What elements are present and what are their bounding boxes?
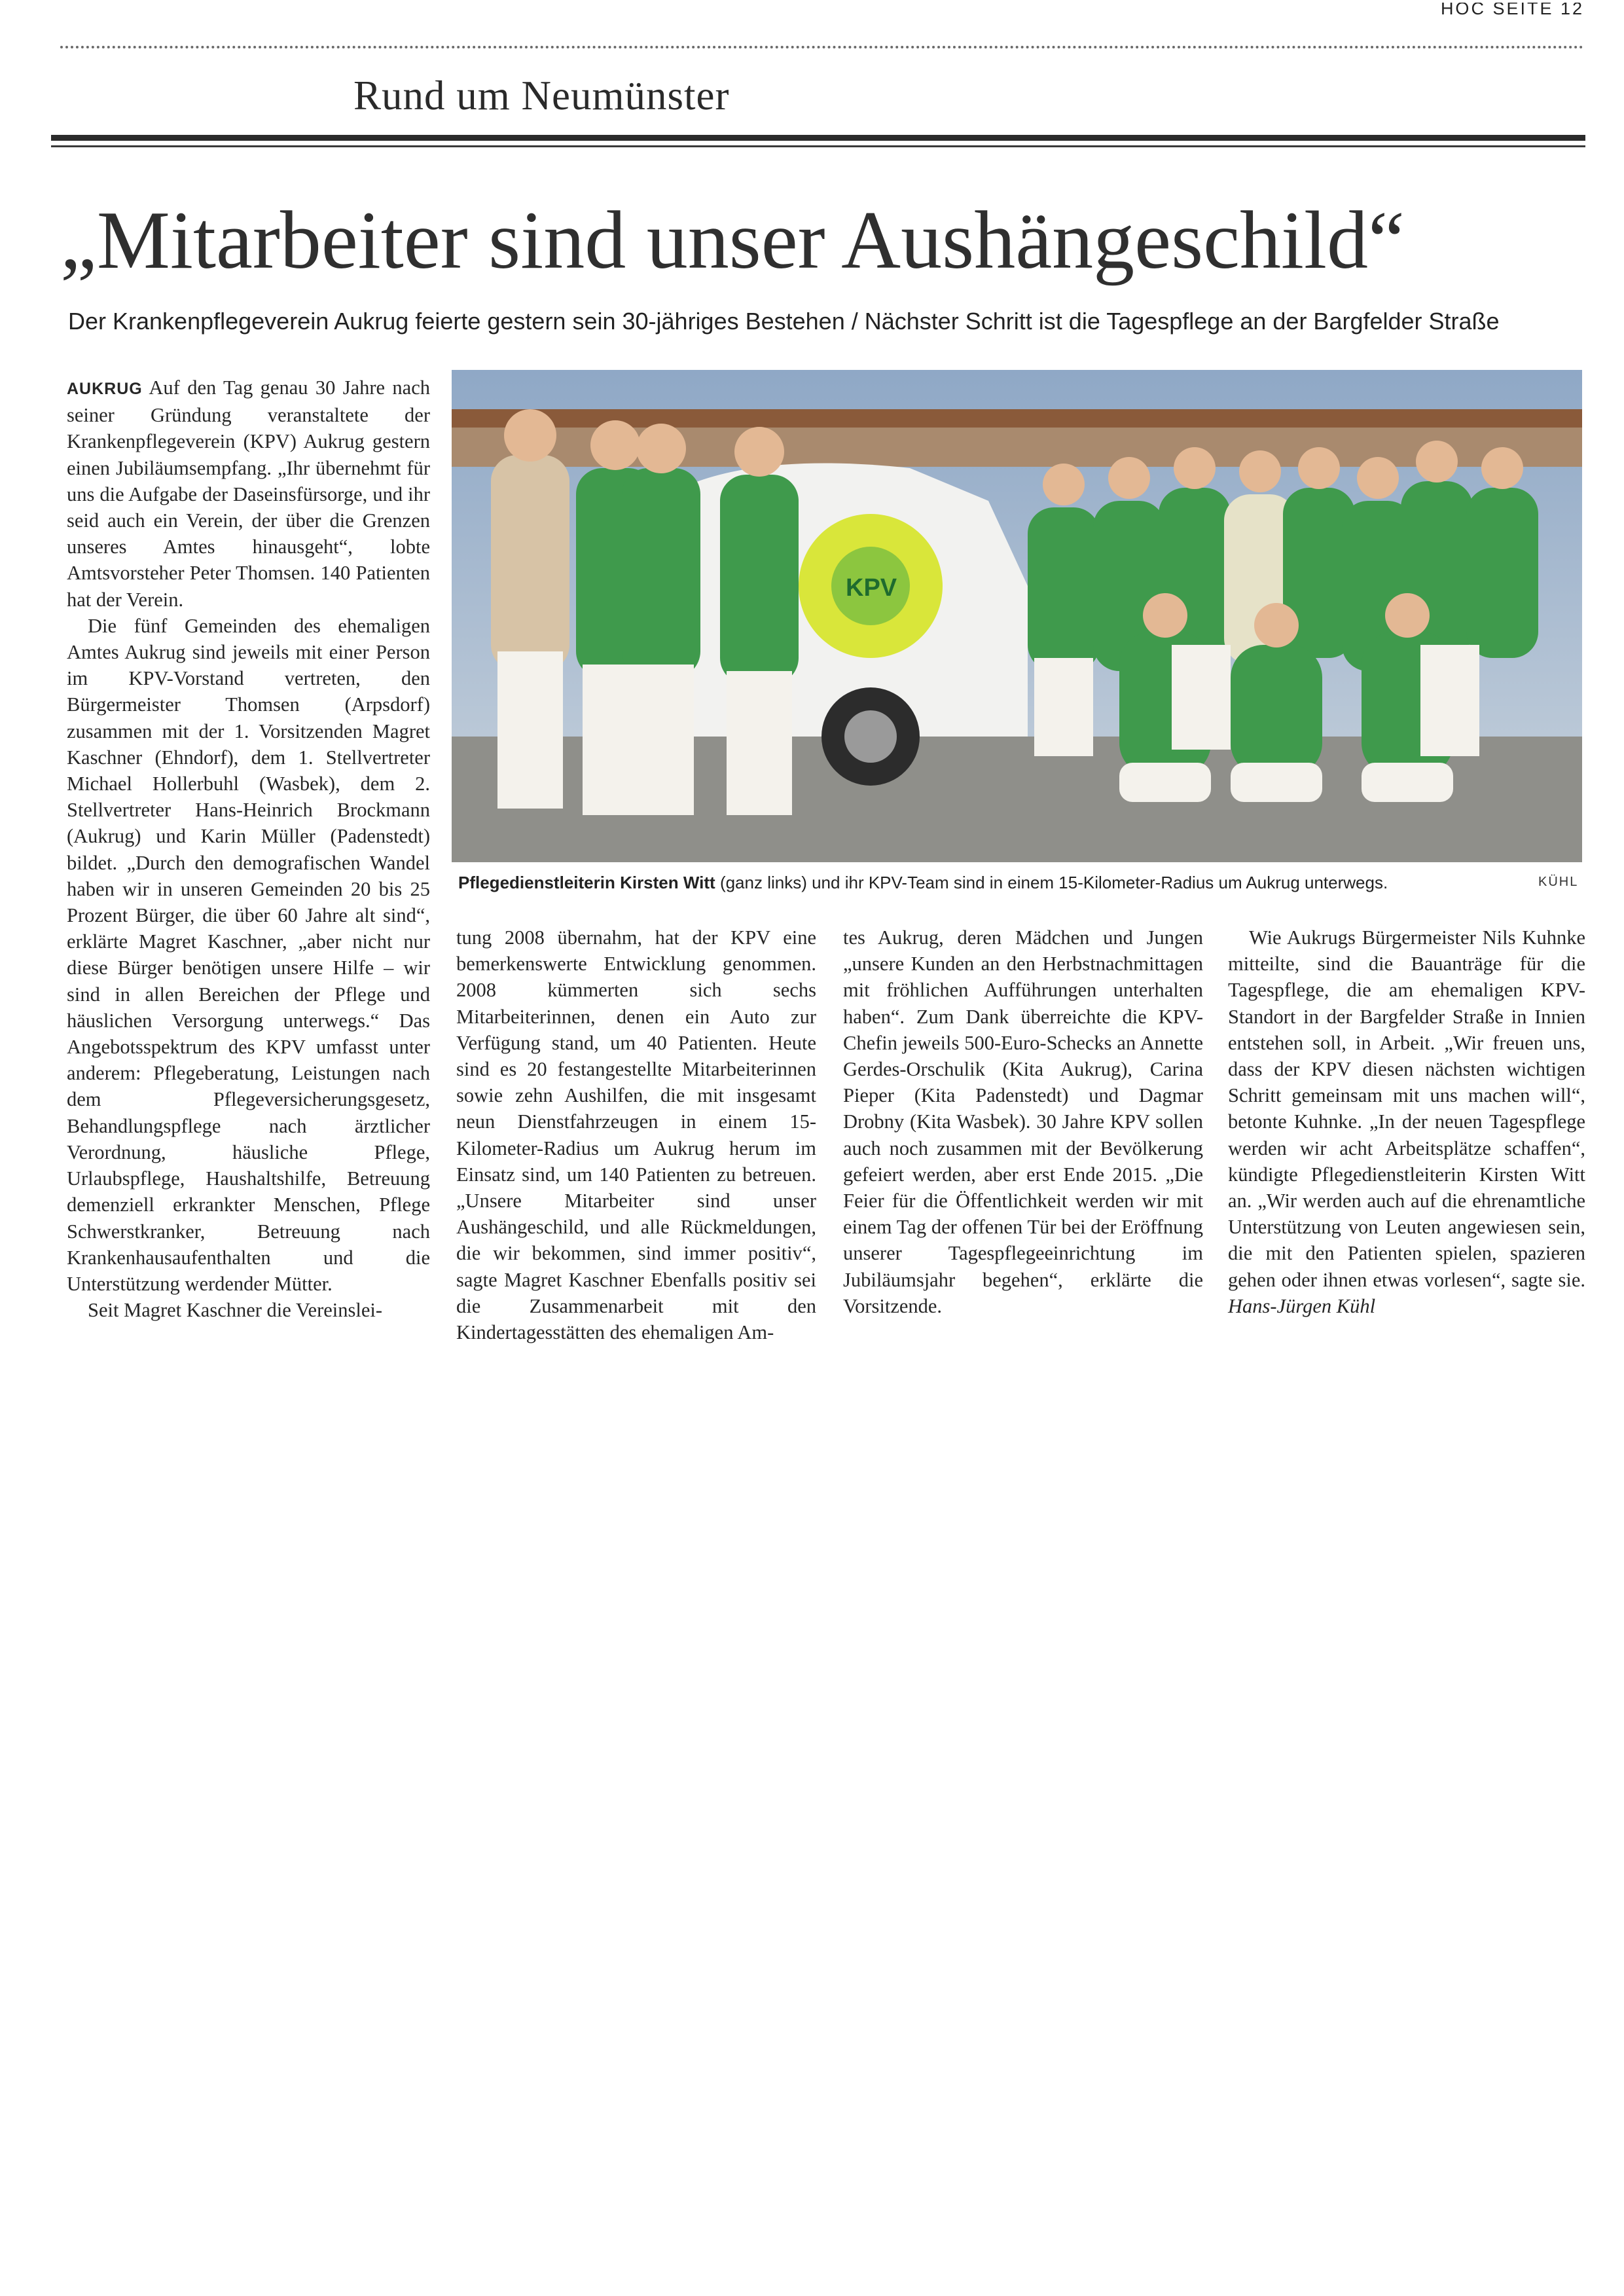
- page-number-header: HOC SEITE 12: [1440, 3, 1584, 18]
- byline: Hans-Jürgen Kühl: [1228, 1294, 1376, 1317]
- photo-credit: KÜHL: [1538, 875, 1579, 889]
- paragraph: [1228, 924, 1585, 1319]
- article-headline: „Mitarbeiter sind unser Aushängeschild“: [60, 195, 1405, 286]
- dotted-divider: [60, 46, 1584, 48]
- article-column-3: [843, 924, 1203, 1319]
- paragraph: Die fünf Gemeinden des ehemaligen Amtes Aukrug sind jeweils mit einer Person im KPV-Vorstand vertreten, den Bürgermeister Thomsen (Arpsdorf) zusammen mit der 1. Vorsitzenden Magret Kaschner (Ehndorf), dem 1. Stellvertreter Michael Hollerbuhl (Wasbek), dem 2. Stellvertreter Hans-Heinrich Brockmann (Aukrug) und Karin Müller (Padenstedt) bildet. „Durch den demografischen Wandel haben wir in unseren Gemeinden 20 bis 25 Prozent Bürger, die über 60 Jahre alt sind“, erklärte Magret Kaschner, „aber nicht nur diese Bürger benötigen unsere Hilfe – wir sind in allen Bereichen der Pflege und häuslichen Versorgung unterwegs.“ Das Angebotsspektrum des KPV umfasst unter anderem: Pflegeberatung, Leistungen nach dem Pflegeversicherungsgesetz, Behandlungspflege nach ärztlicher Verordnung, häusliche Pflege, Urlaubspflege, Haushaltshilfe, Betreuung demenziell erkrankter Menschen, Pflege Schwerstkranker, Betreuung nach Krankenhausaufenthalten und die Unterstützung werdender Mütter.: [67, 614, 430, 1295]
- dateline: AUKRUG: [67, 380, 143, 398]
- article-column-1: [67, 374, 430, 1323]
- section-rule-thin: [51, 145, 1585, 147]
- article-column-2: [456, 924, 816, 1345]
- section-title: Rund um Neumünster: [353, 73, 730, 118]
- paragraph: [67, 374, 430, 613]
- section-rule: [51, 135, 1585, 141]
- caption-text: (ganz links) und ihr KPV-Team sind in einem 15-Kilometer-Radius um Aukrug unterwegs.: [715, 873, 1388, 892]
- article-column-4: [1228, 924, 1585, 1319]
- team-photo-illustration: [452, 370, 1582, 862]
- caption-bold: Pflegedienstleiterin Kirsten Witt: [458, 873, 715, 892]
- paragraph: tes Aukrug, deren Mädchen und Jungen „unsere Kunden an den Herbstnachmittagen mit fröhlichen Aufführungen unterhalten haben“. Zum Dank überreichte die KPV-Chefin jeweils 500-Euro-Schecks an Annette Gerdes-Orschulik (Kita Aukrug), Carina Pieper (Kita Padenstedt) und Dagmar Drobny (Kita Wasbek). 30 Jahre KPV sollen auch noch zusammen mit der Bevölkerung gefeiert werden, aber erst Ende 2015. „Die Feier für die Öffentlichkeit werden wir mit einem Tag der offenen Tür bei der Eröffnung unserer Tagespflegeeinrichtung im Jubiläumsjahr begehen“, erklärte die Vorsitzende.: [843, 926, 1203, 1317]
- paragraph-text: Auf den Tag genau 30 Jahre nach seiner Gründung veranstaltete der Krankenpflegeverein (KPV) Aukrug gestern einen Jubiläumsempfang. „Ihr übernehmt für uns die Aufgabe der Daseinsfürsorge, und ihr seid auch ein Verein, der über die Grenzen unseres Amtes hinausgeht“, lobte Amtsvorsteher Peter Thomsen. 140 Patienten hat der Verein.: [67, 376, 430, 611]
- photo-caption: [458, 873, 1479, 893]
- paragraph: tung 2008 übernahm, hat der KPV eine bemerkenswerte Entwicklung genommen. 2008 kümmerten sich sechs Mitarbeiterinnen, denen ein Auto zur Verfügung stand, um 40 Patienten. Heute sind es 20 festangestellte Mitarbeiterinnen sowie zehn Aushilfen, die mit insgesamt neun Dienstfahrzeugen in einem 15-Kilometer-Radius um Aukrug herum im Einsatz sind, um 140 Patienten zu betreuen. „Unsere Mitarbeiter sind unser Aushängeschild, und alle Rückmeldungen, die wir bekommen, sind immer positiv“, sagte Magret Kaschner Ebenfalls positiv sei die Zusammenarbeit mit den Kindertagesstätten des ehemaligen Am-: [456, 926, 816, 1344]
- article-subheadline: Der Krankenpflegeverein Aukrug feierte gestern sein 30-jähriges Bestehen / Nächster Schritt ist die Tagespflege an der Bargfelder Straße: [68, 308, 1500, 335]
- team-photo: [452, 370, 1582, 862]
- paragraph: Seit Magret Kaschner die Vereinslei-: [88, 1299, 383, 1322]
- paragraph-text: Wie Aukrugs Bürgermeister Nils Kuhnke mitteilte, sind die Bauanträge für die Tagespflege, die am ehemaligen KPV-Standort in der Bargfelder Straße in Innien entstehen soll, in Arbeit. „Wir freuen uns, dass der KPV diesen nächsten wichtigen Schritt gemeinsam mit uns machen will“, betonte Kuhnke. „In der neuen Tagespflege werden wir acht Arbeitsplätze schaffen“, kündigte Pflegedienstleiterin Kirsten Witt an. „Wir werden auch auf die ehrenamtliche Unterstützung von Leuten angewiesen sein, die mit den Patienten spielen, spazieren gehen oder ihnen etwas vorlesen“, sagte sie.: [1228, 926, 1585, 1291]
- car-lettering: KPV: [846, 574, 897, 602]
